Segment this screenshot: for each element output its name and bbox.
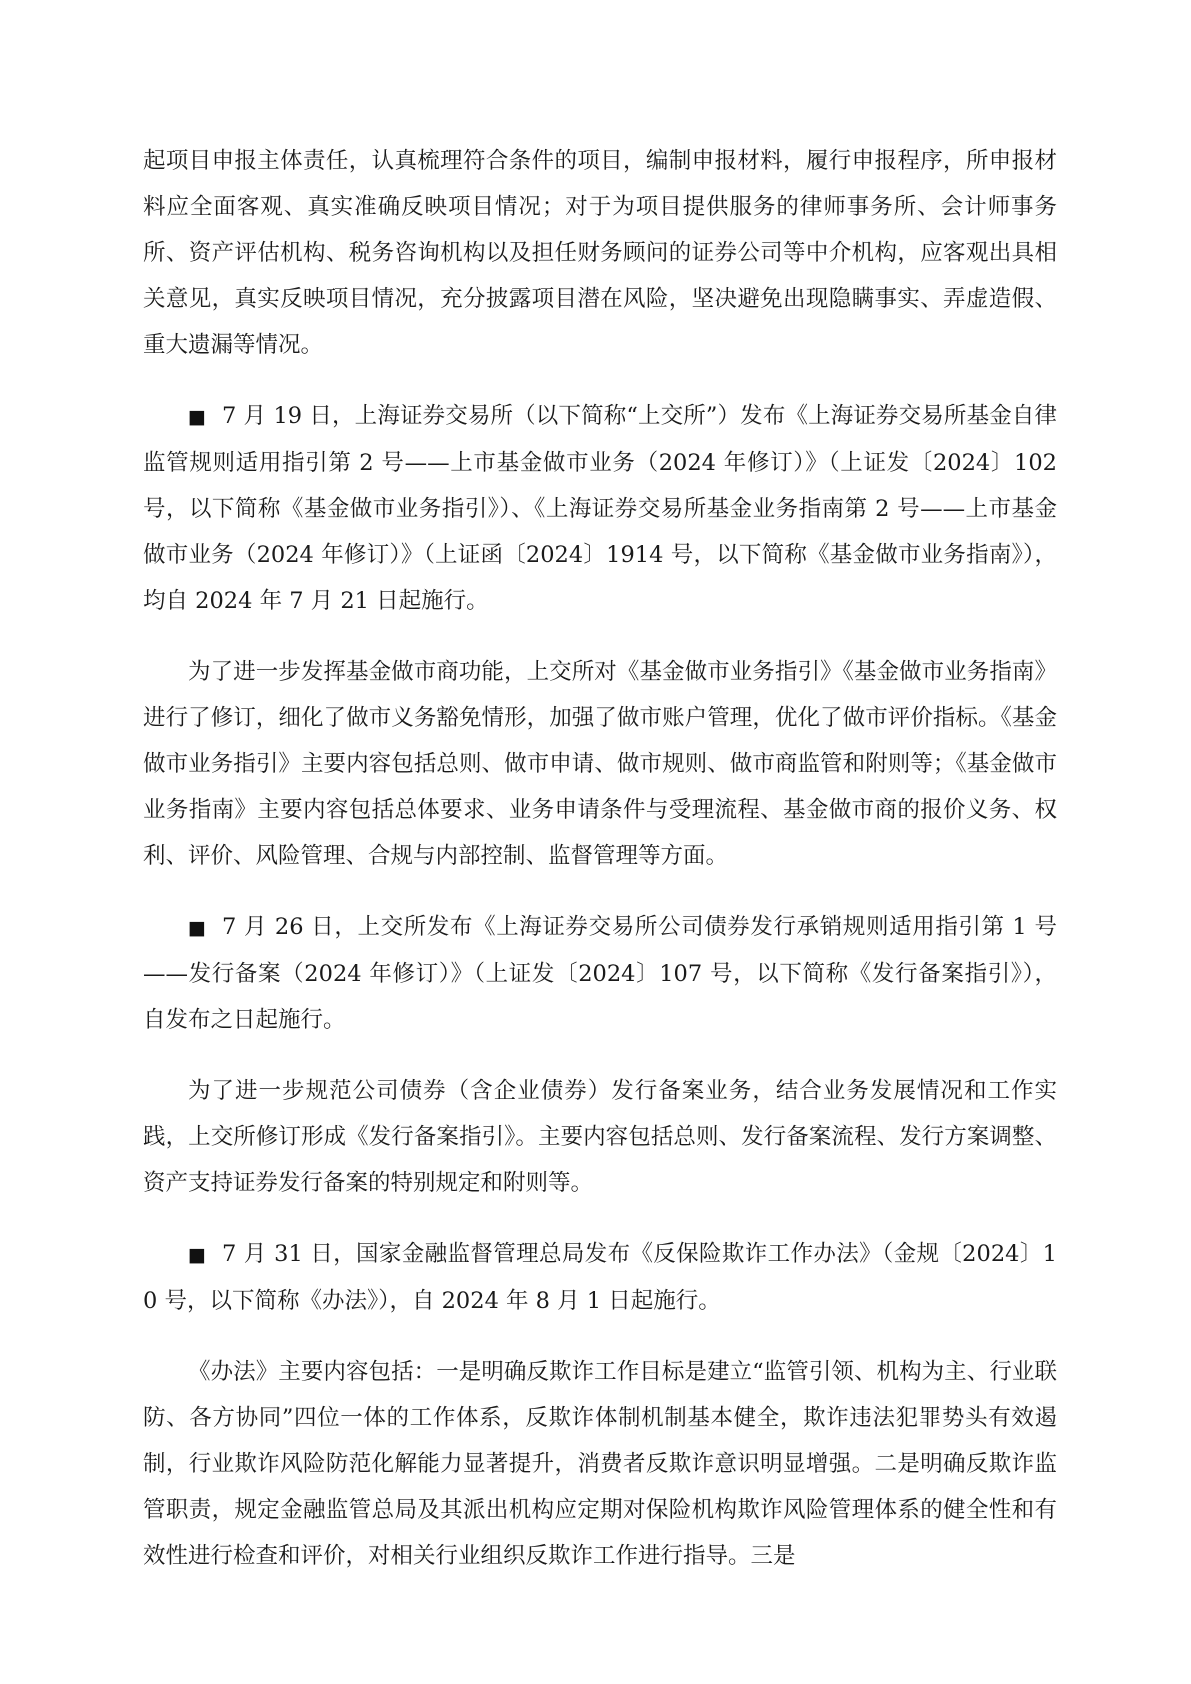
paragraph-1-text: 起项目申报主体责任，认真梳理符合条件的项目，编制申报材料，履行申报程序，所申报材料应全面客观、真实准确反映项目情况；对于为项目提供服务的律师事务所、会计师事务所、资产评估机构、税务咨询机构以及担任财务顾问的证券公司等中介机构，应客观出具相关意见，真实反映项目情况，充分披露项目潜在风险，坚决避免出现隐瞒事实、弄虚造假、重大遗漏等情况。 xyxy=(143,148,1057,358)
paragraph-5 xyxy=(143,1068,1057,1206)
paragraph-5-text: 为了进一步规范公司债券（含企业债券）发行备案业务，结合业务发展情况和工作实践，上交所修订形成《发行备案指引》。主要内容包括总则、发行备案流程、发行方案调整、资产支持证券发行备案的特别规定和附则等。 xyxy=(143,1078,1057,1196)
paragraph-2-text: 7 月 19 日，上海证券交易所（以下简称“上交所”）发布《上海证券交易所基金自律监管规则适用指引第 2 号——上市基金做市业务（2024 年修订）》（上证发〔2024〕102 号，以下简称《基金做市业务指引》）、《上海证券交易所基金业务指南第 2 号——上市基金做市业务（2024 年修订）》（上证函〔2024〕1914 号，以下简称《基金做市业务指南》），均自 2024 年 7 月 21 日起施行。 xyxy=(143,403,1057,614)
paragraph-7 xyxy=(143,1349,1057,1579)
paragraph-2 xyxy=(143,393,1057,624)
paragraph-3-text: 为了进一步发挥基金做市商功能，上交所对《基金做市业务指引》《基金做市业务指南》进行了修订，细化了做市义务豁免情形，加强了做市账户管理，优化了做市评价指标。《基金做市业务指引》主要内容包括总则、做市申请、做市规则、做市商监管和附则等；《基金做市业务指南》主要内容包括总体要求、业务申请条件与受理流程、基金做市商的报价义务、权利、评价、风险管理、合规与内部控制、监督管理等方面。 xyxy=(143,659,1057,869)
paragraph-6 xyxy=(143,1231,1057,1324)
bullet-square-icon: ■ xyxy=(188,1244,206,1266)
bullet-square-icon: ■ xyxy=(188,917,206,939)
paragraph-7-text: 《办法》主要内容包括：一是明确反欺诈工作目标是建立“监管引领、机构为主、行业联防、各方协同”四位一体的工作体系，反欺诈体制机制基本健全，欺诈违法犯罪势头有效遏制，行业欺诈风险防范化解能力显著提升，消费者反欺诈意识明显增强。二是明确反欺诈监管职责，规定金融监管总局及其派出机构应定期对保险机构欺诈风险管理体系的健全性和有效性进行检查和评价，对相关行业组织反欺诈工作进行指导。三是 xyxy=(143,1359,1057,1569)
bullet-square-icon: ■ xyxy=(188,406,206,428)
paragraph-6-text: 7 月 31 日，国家金融监督管理总局发布《反保险欺诈工作办法》（金规〔2024〕10 号，以下简称《办法》），自 2024 年 8 月 1 日起施行。 xyxy=(143,1241,1057,1314)
paragraph-3 xyxy=(143,649,1057,879)
paragraph-4 xyxy=(143,904,1057,1043)
paragraph-1 xyxy=(143,138,1057,368)
paragraph-4-text: 7 月 26 日，上交所发布《上海证券交易所公司债券发行承销规则适用指引第 1 号——发行备案（2024 年修订）》（上证发〔2024〕107 号，以下简称《发行备案指引》），自发布之日起施行。 xyxy=(143,914,1057,1033)
